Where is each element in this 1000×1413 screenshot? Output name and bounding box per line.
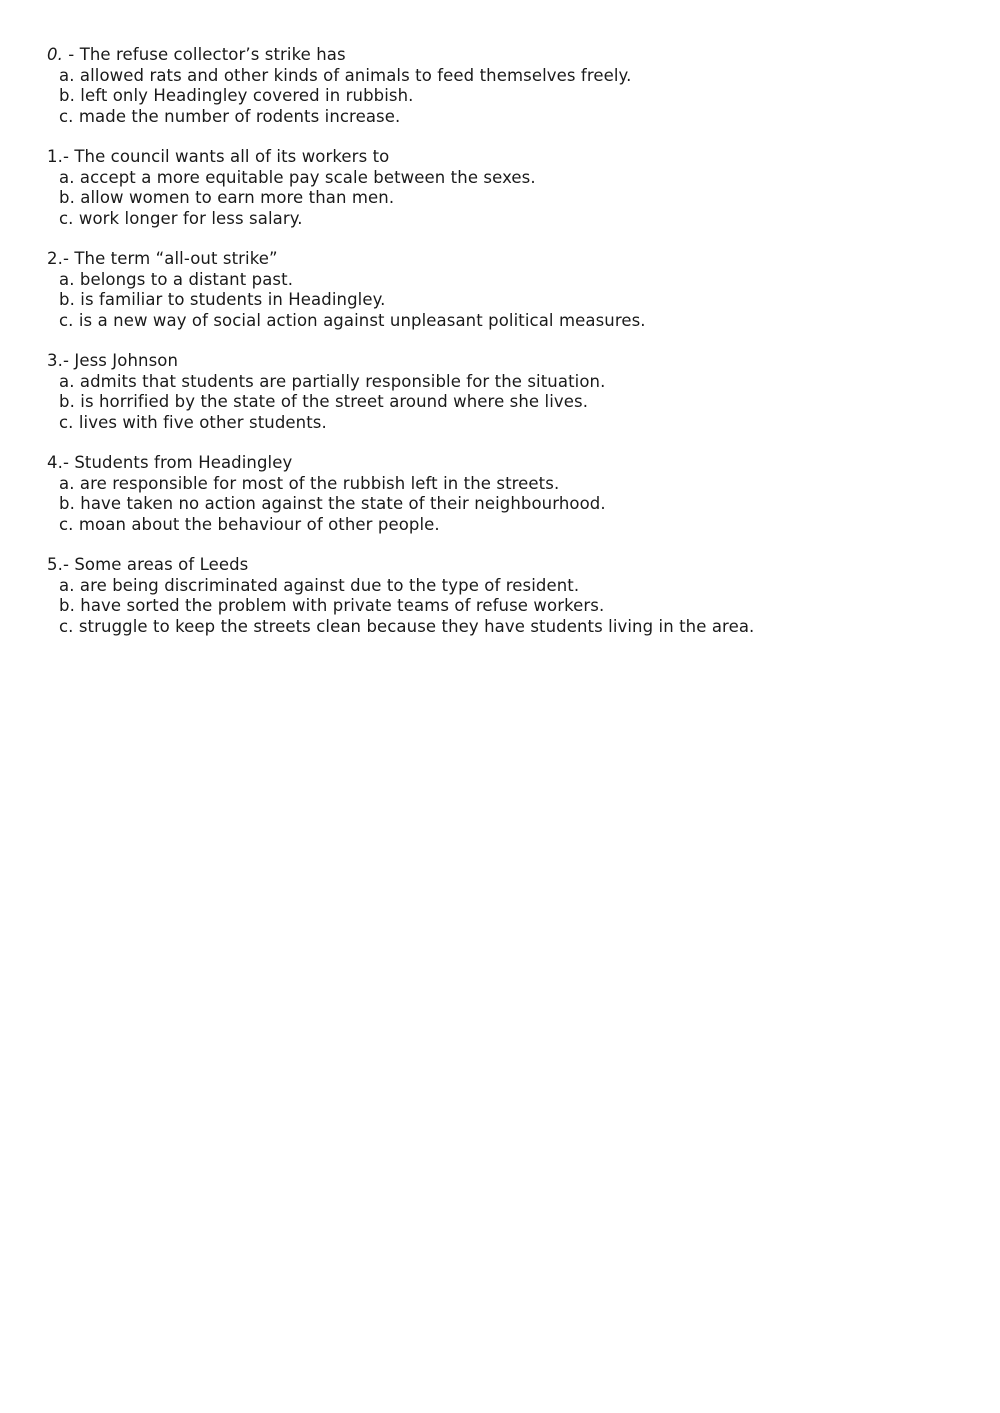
question-stem [47, 147, 967, 168]
option-a: a. belongs to a distant past. [59, 269, 294, 289]
option-c: c. lives with five other students. [59, 412, 327, 432]
option-a: a. are being discriminated against due to the type of resident. [59, 575, 580, 595]
option-a: a. are responsible for most of the rubbish left in the streets. [59, 473, 560, 493]
option-c: c. struggle to keep the streets clean because they have students living in the area. [59, 616, 755, 636]
question-stem [47, 45, 967, 66]
option-b: b. is familiar to students in Headingley. [59, 290, 386, 309]
question-2 [47, 249, 967, 331]
option-b: b. have sorted the problem with private teams of refuse workers. [59, 596, 605, 615]
option-b: b. is horrified by the state of the street around where she lives. [59, 392, 589, 411]
question-5 [47, 555, 967, 637]
question-number: 3. [47, 351, 63, 370]
option-c: c. made the number of rodents increase. [59, 106, 401, 126]
question-text: - Some areas of Leeds [62, 555, 249, 574]
question-number: 2. [47, 249, 63, 268]
question-stem [47, 249, 967, 270]
option-b: b. have taken no action against the state of their neighbourhood. [59, 494, 606, 513]
question-number: 4. [47, 453, 63, 472]
question-text: - The council wants all of its workers to [62, 147, 390, 166]
option-b: b. allow women to earn more than men. [59, 188, 395, 207]
option-a: a. admits that students are partially responsible for the situation. [59, 371, 606, 391]
question-text: - Jess Johnson [62, 351, 179, 370]
question-number: 0. [47, 45, 63, 64]
question-0 [47, 45, 967, 127]
question-number: 1. [47, 147, 63, 166]
option-a: a. accept a more equitable pay scale between the sexes. [59, 167, 536, 187]
option-c: c. work longer for less salary. [59, 208, 303, 228]
question-text: - Students from Headingley [62, 453, 293, 472]
question-number: 5. [47, 555, 63, 574]
question-4 [47, 453, 967, 535]
question-stem [47, 453, 967, 474]
question-stem [47, 555, 967, 576]
question-text: - The refuse collector’s strike has [62, 45, 346, 64]
question-3 [47, 351, 967, 433]
option-c: c. moan about the behaviour of other people. [59, 514, 440, 534]
question-text: - The term “all-out strike” [62, 249, 278, 268]
option-c: c. is a new way of social action against unpleasant political measures. [59, 310, 646, 330]
question-stem [47, 351, 967, 372]
question-1 [47, 147, 967, 229]
worksheet [47, 45, 967, 657]
option-a: a. allowed rats and other kinds of animals to feed themselves freely. [59, 65, 632, 85]
option-b: b. left only Headingley covered in rubbish. [59, 86, 414, 105]
